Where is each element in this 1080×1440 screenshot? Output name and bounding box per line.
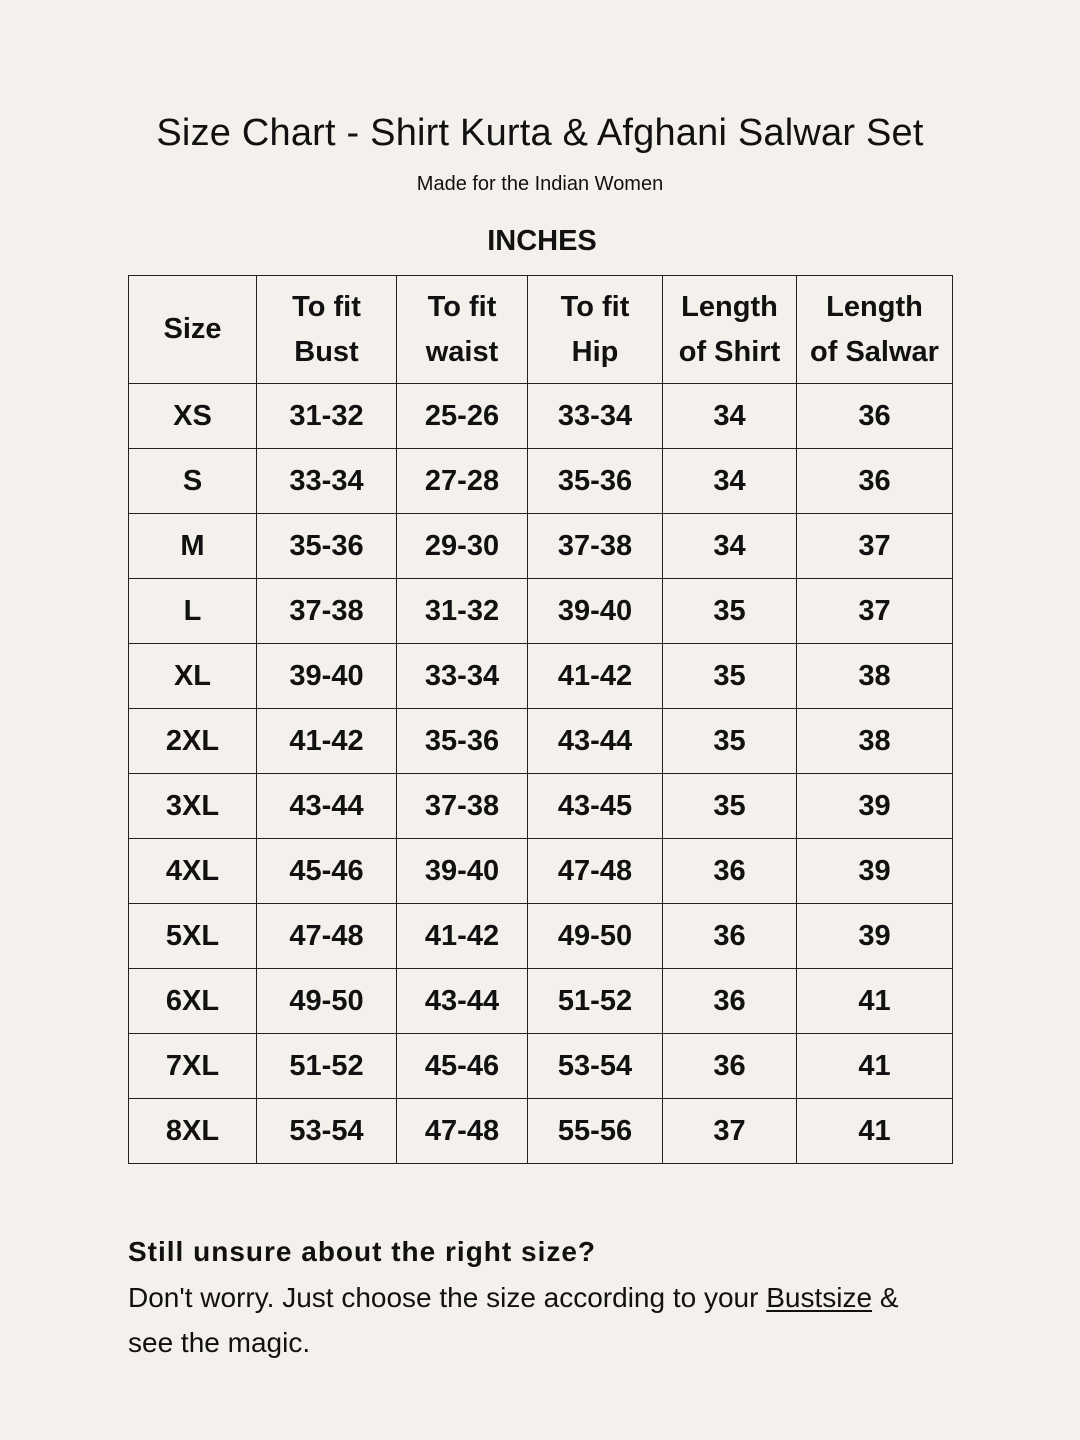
cell-size: XL <box>129 644 257 709</box>
unit-label: INCHES <box>487 225 597 257</box>
help-text-start: Don't worry. Just choose the size according to your <box>128 1282 767 1313</box>
cell-bust: 47-48 <box>257 904 397 969</box>
cell-hip: 55-56 <box>528 1099 663 1164</box>
cell-bust: 51-52 <box>257 1034 397 1099</box>
table-row <box>129 1034 953 1099</box>
cell-size: 6XL <box>129 969 257 1034</box>
cell-hip: 41-42 <box>528 644 663 709</box>
cell-hip: 33-34 <box>528 384 663 449</box>
column-header-size <box>129 276 257 384</box>
page-subtitle: Made for the Indian Women <box>416 173 664 195</box>
cell-salwar-length: 37 <box>797 514 953 579</box>
cell-waist: 37-38 <box>397 774 528 839</box>
column-header-line: Size <box>163 313 222 345</box>
column-header-waist <box>397 276 528 384</box>
cell-salwar-length: 38 <box>797 709 953 774</box>
cell-bust: 41-42 <box>257 709 397 774</box>
cell-size: M <box>129 514 257 579</box>
cell-size: L <box>129 579 257 644</box>
cell-bust: 53-54 <box>257 1099 397 1164</box>
cell-bust: 45-46 <box>257 839 397 904</box>
table-row <box>129 904 953 969</box>
cell-waist: 47-48 <box>397 1099 528 1164</box>
cell-bust: 43-44 <box>257 774 397 839</box>
cell-size: 8XL <box>129 1099 257 1164</box>
table-header-row <box>129 276 953 384</box>
cell-salwar-length: 39 <box>797 904 953 969</box>
table-row <box>129 774 953 839</box>
column-header-line: Length <box>826 290 923 323</box>
table-row <box>129 709 953 774</box>
cell-bust: 31-32 <box>257 384 397 449</box>
column-header-hip <box>528 276 663 384</box>
table-body <box>129 384 953 1164</box>
column-header-line: Length <box>681 290 778 323</box>
column-header-line: of Salwar <box>810 335 939 368</box>
cell-salwar-length: 41 <box>797 969 953 1034</box>
cell-waist: 29-30 <box>397 514 528 579</box>
cell-shirt-length: 35 <box>663 774 797 839</box>
cell-waist: 39-40 <box>397 839 528 904</box>
bustsize-link[interactable]: Bustsize <box>766 1282 873 1313</box>
cell-salwar-length: 37 <box>797 579 953 644</box>
column-header-line: To fit <box>560 290 630 323</box>
cell-shirt-length: 35 <box>663 579 797 644</box>
cell-waist: 31-32 <box>397 579 528 644</box>
cell-shirt-length: 35 <box>663 644 797 709</box>
table-row <box>129 969 953 1034</box>
cell-shirt-length: 36 <box>663 839 797 904</box>
table-row <box>129 1099 953 1164</box>
cell-waist: 45-46 <box>397 1034 528 1099</box>
table-row <box>129 644 953 709</box>
cell-hip: 47-48 <box>528 839 663 904</box>
column-header-bust <box>257 276 397 384</box>
cell-waist: 33-34 <box>397 644 528 709</box>
cell-shirt-length: 34 <box>663 514 797 579</box>
column-header-line: To fit <box>292 290 361 323</box>
cell-size: 4XL <box>129 839 257 904</box>
cell-shirt-length: 37 <box>663 1099 797 1164</box>
column-header-line: waist <box>425 335 499 368</box>
cell-waist: 43-44 <box>397 969 528 1034</box>
cell-bust: 49-50 <box>257 969 397 1034</box>
help-heading: Still unsure about the right size? <box>128 1236 597 1267</box>
column-header-line: of Shirt <box>678 335 781 368</box>
page-title: Size Chart - Shirt Kurta & Afghani Salwar Set <box>156 112 924 154</box>
cell-hip: 53-54 <box>528 1034 663 1099</box>
cell-salwar-length: 36 <box>797 384 953 449</box>
cell-size: 7XL <box>129 1034 257 1099</box>
cell-shirt-length: 36 <box>663 969 797 1034</box>
column-header-line: Bust <box>294 335 359 368</box>
cell-salwar-length: 41 <box>797 1099 953 1164</box>
cell-hip: 43-44 <box>528 709 663 774</box>
cell-waist: 25-26 <box>397 384 528 449</box>
cell-hip: 49-50 <box>528 904 663 969</box>
table-row <box>129 384 953 449</box>
size-chart-table <box>128 275 953 1164</box>
cell-hip: 39-40 <box>528 579 663 644</box>
column-header-line: Hip <box>571 335 619 368</box>
cell-waist: 41-42 <box>397 904 528 969</box>
cell-bust: 39-40 <box>257 644 397 709</box>
cell-salwar-length: 38 <box>797 644 953 709</box>
cell-size: 5XL <box>129 904 257 969</box>
cell-shirt-length: 36 <box>663 904 797 969</box>
cell-shirt-length: 34 <box>663 449 797 514</box>
cell-salwar-length: 39 <box>797 839 953 904</box>
column-header-line: To fit <box>427 290 497 323</box>
cell-salwar-length: 39 <box>797 774 953 839</box>
cell-hip: 35-36 <box>528 449 663 514</box>
cell-hip: 37-38 <box>528 514 663 579</box>
table-row <box>129 449 953 514</box>
cell-hip: 51-52 <box>528 969 663 1034</box>
column-header-salwar-length <box>797 276 953 384</box>
cell-size: S <box>129 449 257 514</box>
cell-waist: 35-36 <box>397 709 528 774</box>
cell-salwar-length: 41 <box>797 1034 953 1099</box>
cell-size: 3XL <box>129 774 257 839</box>
help-text <box>128 1275 948 1365</box>
cell-shirt-length: 34 <box>663 384 797 449</box>
cell-shirt-length: 35 <box>663 709 797 774</box>
table-row <box>129 579 953 644</box>
cell-salwar-length: 36 <box>797 449 953 514</box>
cell-size: XS <box>129 384 257 449</box>
cell-bust: 35-36 <box>257 514 397 579</box>
table-row <box>129 514 953 579</box>
cell-size: 2XL <box>129 709 257 774</box>
cell-hip: 43-45 <box>528 774 663 839</box>
help-text-end: & see the magic. <box>128 1282 899 1358</box>
column-header-shirt-length <box>663 276 797 384</box>
cell-waist: 27-28 <box>397 449 528 514</box>
cell-bust: 33-34 <box>257 449 397 514</box>
table-row <box>129 839 953 904</box>
cell-bust: 37-38 <box>257 579 397 644</box>
cell-shirt-length: 36 <box>663 1034 797 1099</box>
